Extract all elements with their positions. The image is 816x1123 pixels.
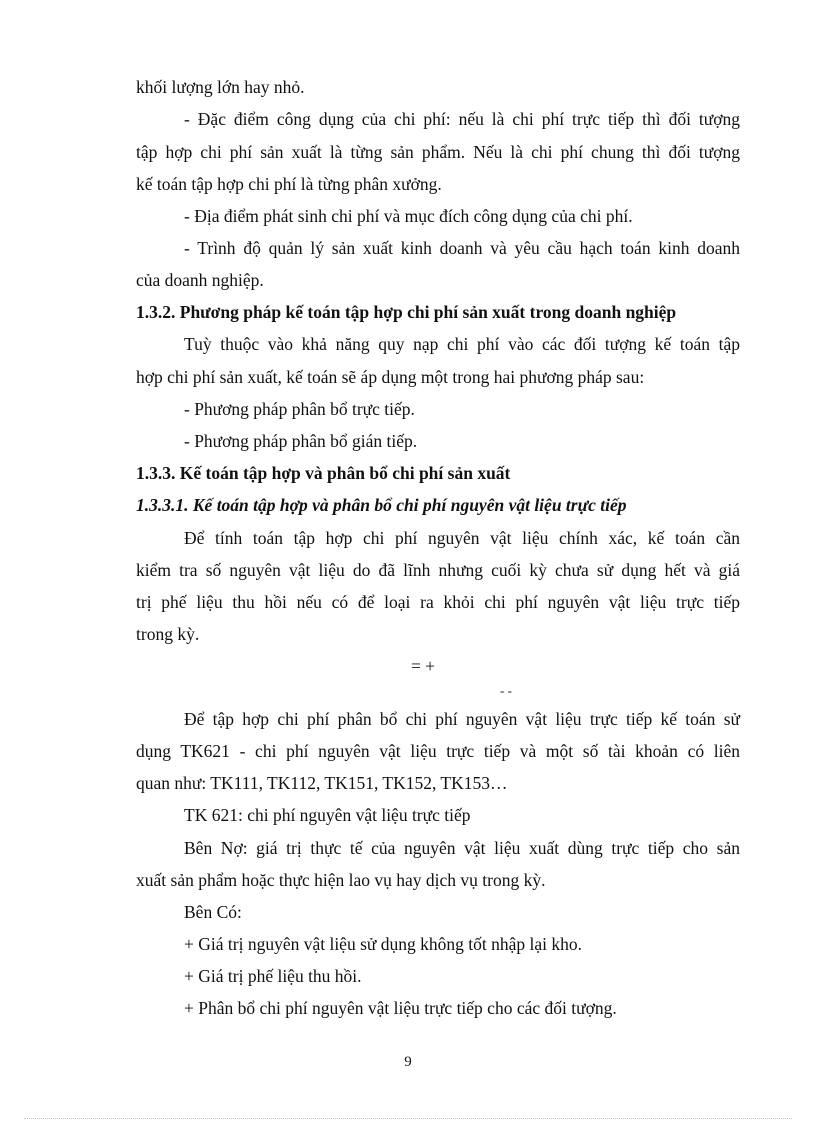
text-line: - Trình độ quản lý sản xuất kinh doanh và yêu cầu hạch toán kinh doanh bbox=[184, 238, 740, 258]
text-line: dụng TK621 - chi phí nguyên vật liệu trực tiếp và một số tài khoản có liên bbox=[136, 741, 740, 761]
text-line: xuất sản phẩm hoặc thực hiện lao vụ hay dịch vụ trong kỳ. bbox=[136, 870, 546, 890]
text-line: + Phân bổ chi phí nguyên vật liệu trực tiếp cho các đối tượng. bbox=[184, 998, 617, 1018]
text-line: khối lượng lớn hay nhỏ. bbox=[136, 77, 305, 97]
text-line: quan như: TK111, TK112, TK151, TK152, TK153… bbox=[136, 773, 508, 793]
text-line: TK 621: chi phí nguyên vật liệu trực tiếp bbox=[184, 805, 471, 825]
text-line: - Đặc điểm công dụng của chi phí: nếu là chi phí trực tiếp thì đối tượng bbox=[184, 109, 740, 129]
page-bottom-divider bbox=[24, 1118, 792, 1119]
text-line: Để tính toán tập hợp chi phí nguyên vật liệu chính xác, kế toán cần bbox=[184, 528, 740, 548]
text-line: + Giá trị phế liệu thu hồi. bbox=[184, 966, 362, 986]
text-line: tập hợp chi phí sản xuất là từng sản phẩm. Nếu là chi phí chung thì đối tượng bbox=[136, 142, 740, 162]
text-line: Bên Nợ: giá trị thực tế của nguyên vật liệu xuất dùng trực tiếp cho sản bbox=[184, 838, 740, 858]
text-line: - Địa điểm phát sinh chi phí và mục đích công dụng của chi phí. bbox=[184, 206, 633, 226]
text-line: của doanh nghiệp. bbox=[136, 270, 264, 290]
text-line: + Giá trị nguyên vật liệu sử dụng không tốt nhập lại kho. bbox=[184, 934, 582, 954]
text-line: Bên Có: bbox=[184, 902, 242, 922]
text-line: Để tập hợp chi phí phân bổ chi phí nguyên vật liệu trực tiếp kế toán sử bbox=[184, 709, 740, 729]
page-number: 9 bbox=[404, 1054, 412, 1070]
text-line: trong kỳ. bbox=[136, 624, 200, 644]
text-line: Tuỳ thuộc vào khả năng quy nạp chi phí vào các đối tượng kế toán tập bbox=[184, 334, 740, 354]
text-line: - Phương pháp phân bổ gián tiếp. bbox=[184, 431, 418, 451]
text-line: hợp chi phí sản xuất, kế toán sẽ áp dụng một trong hai phương pháp sau: bbox=[136, 367, 645, 387]
subsection-heading: 1.3.3.1. Kế toán tập hợp và phân bổ chi phí nguyên vật liệu trực tiếp bbox=[136, 495, 627, 515]
text-line: - Phương pháp phân bổ trực tiếp. bbox=[184, 399, 415, 419]
text-line: trị phế liệu thu hồi nếu có để loại ra khỏi chi phí nguyên vật liệu trực tiếp bbox=[136, 592, 740, 612]
section-heading: 1.3.2. Phương pháp kế toán tập hợp chi phí sản xuất trong doanh nghiệp bbox=[136, 302, 677, 322]
formula-operators: = + bbox=[410, 656, 436, 676]
formula-operators: - - bbox=[500, 683, 512, 698]
text-line: kế toán tập hợp chi phí là từng phân xưởng. bbox=[136, 174, 442, 194]
text-line: kiểm tra số nguyên vật liệu do đã lĩnh nhưng cuối kỳ chưa sử dụng hết và giá bbox=[136, 560, 740, 580]
section-heading: 1.3.3. Kế toán tập hợp và phân bổ chi phí sản xuất bbox=[136, 463, 511, 483]
